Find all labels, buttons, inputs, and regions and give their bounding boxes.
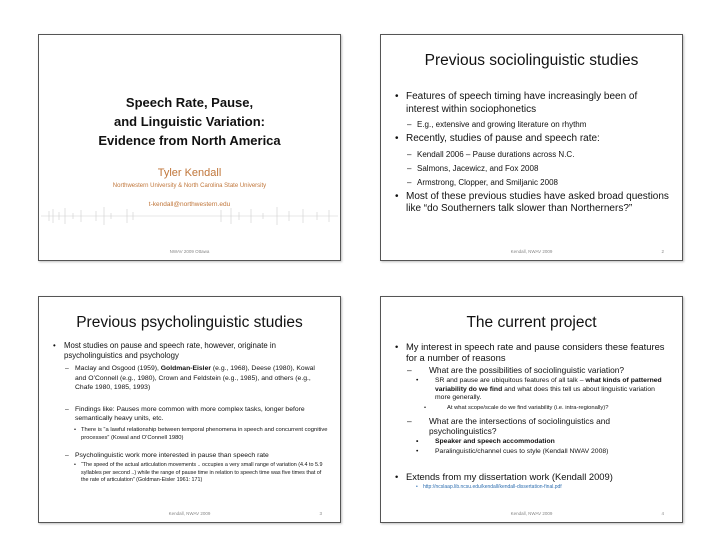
author-email[interactable]: t-kendall@northwestern.edu	[148, 201, 231, 208]
bullet: • Features of speech timing have increasingly been of interest within sociophonetics	[395, 91, 670, 116]
sub-bullet: – Maclay and Osgood (1959), Goldman-Eisler (e.g., 1968), Deese (1980), Kowal and O’Connell (e.g., 1980), Crown and Feldstein (e.g., 1985), and others (e.g., Chafe 1980, 1985, 1993)	[53, 364, 328, 393]
sub-sub-bullet: • There is “a lawful relationship between temporal phenomena in speech and concurrent cognitive processes” (Kowal and O’Connell 1980)	[53, 426, 328, 442]
slide-3-psycholinguistic	[38, 296, 341, 523]
sub-bullet: – What are the possibilities of sociolinguistic variation?	[395, 365, 670, 375]
bullet: • Recently, studies of pause and speech rate:	[395, 133, 670, 146]
slide-footer: Kendall, NWAV 2009	[510, 249, 553, 254]
slide-title: Previous sociolinguistic studies	[424, 52, 639, 69]
sub-bullet: – Kendall 2006 – Pause durations across N.C.	[395, 149, 670, 160]
page-number: 2	[661, 249, 664, 254]
slide-body	[53, 341, 328, 485]
slide-1-title	[38, 34, 341, 261]
page-number: 4	[661, 511, 664, 516]
author-name: Tyler Kendall	[157, 167, 222, 179]
slide-title: The current project	[466, 314, 597, 331]
slide-4-current-project	[380, 296, 683, 523]
slide-body	[395, 91, 670, 216]
presentation-title: Speech Rate, Pause, and Linguistic Variation: Evidence from North America	[98, 95, 281, 148]
sub-bullet: – Armstrong, Clopper, and Smiljanic 2008	[395, 177, 670, 188]
page-number: 3	[319, 511, 322, 516]
slide-footer: Kendall, NWAV 2009	[168, 511, 211, 516]
sub-sub-bullet: • Speaker and speech accommodation	[395, 438, 670, 447]
bullet: • Most studies on pause and speech rate, however, originate in psycholinguistics and psychology	[53, 341, 328, 361]
sub-bullet: – Salmons, Jacewicz, and Fox 2008	[395, 163, 670, 174]
bullet: • Extends from my dissertation work (Kendall 2009)	[395, 471, 670, 482]
slide-2-sociolinguistic	[380, 34, 683, 261]
bullet: • My interest in speech rate and pause considers these features for a number of reasons	[395, 341, 670, 363]
sub-bullet: – Psycholinguistic work more interested in pause than speech rate	[53, 451, 328, 461]
author-affiliation: Northwestern University & North Carolina State University	[112, 183, 267, 189]
slide-title: Previous psycholinguistic studies	[76, 314, 303, 331]
bullet: • Most of these previous studies have asked broad questions like “do Southerners talk slower than Northerners?”	[395, 191, 670, 216]
slide-body	[395, 341, 670, 491]
sub-sub-bullet: • Paralinguistic/channel cues to style (Kendall NWAV 2008)	[395, 448, 670, 457]
slide-footer: Kendall, NWAV 2009	[510, 511, 553, 516]
sub-sub-bullet: • “The speed of the actual articulation movements .. occupies a very small range of variation (4.4 to 5.9 syllables per second ..) while the range of pause time in relation to speech time was five times that of the rate of articulation” (Goldman-Eisler 1961: 171)	[53, 462, 328, 485]
sub-bullet: – What are the intersections of sociolinguistics and psycholinguistics?	[395, 416, 670, 436]
sub-sub-bullet: • SR and pause are ubiquitous features of all talk – what kinds of patterned variability do we find and what does this tell us about linguistic variation more generally.	[395, 377, 670, 403]
sub-bullet: – E.g., extensive and growing literature on rhythm	[395, 119, 670, 130]
sub-bullet: – Findings like: Pauses more common with more complex tasks, longer before semantically heavy units, etc.	[53, 405, 328, 424]
dissertation-link[interactable]: • http://ncslaap.lib.ncsu.edu/kendall/kendall-dissertation-final.pdf	[395, 484, 670, 491]
slide-footer: NWAV 2009 Ottawa	[169, 249, 210, 254]
waveform-image	[41, 205, 338, 227]
sub-sub-sub-bullet: • At what scope/scale do we find variability (i.e. intra-regionally)?	[395, 404, 670, 412]
